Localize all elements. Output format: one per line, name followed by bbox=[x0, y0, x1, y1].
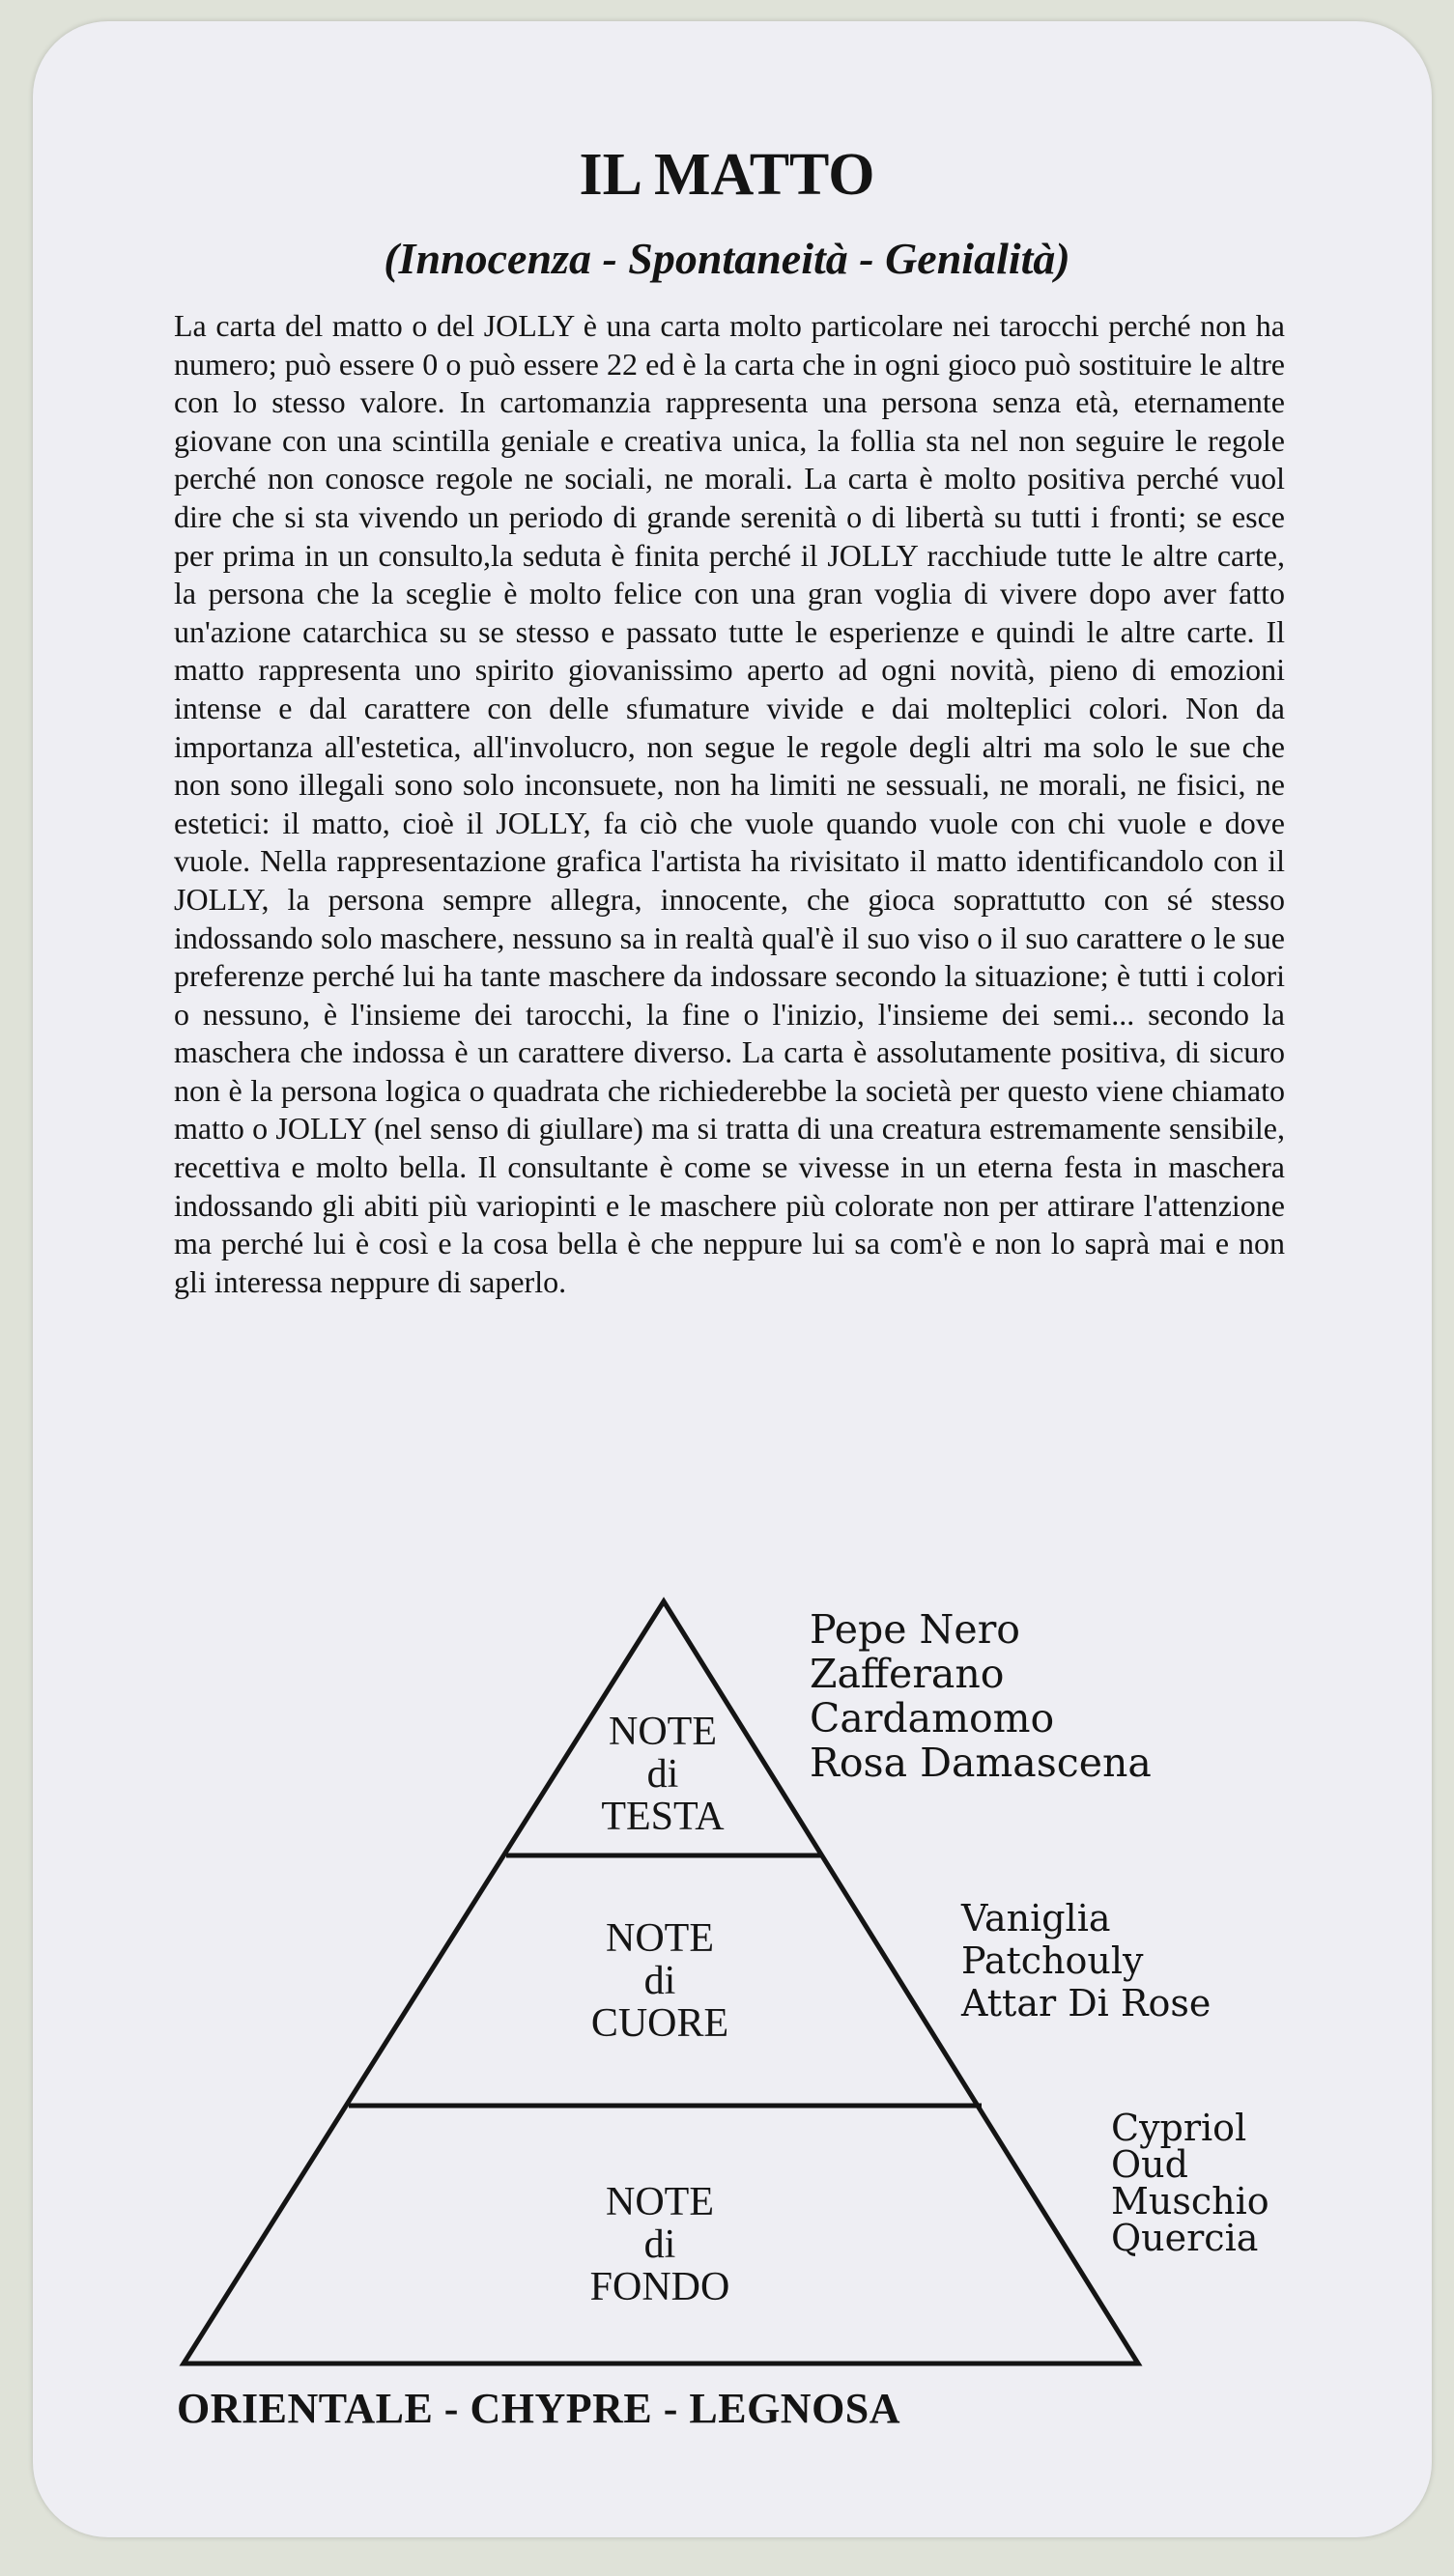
pyramid-middle-label bbox=[544, 1917, 776, 2045]
top-notes-list bbox=[810, 1607, 1152, 1785]
bottom-notes-list bbox=[1111, 2107, 1269, 2259]
middle-label-line1: NOTE bbox=[606, 1916, 714, 1961]
middle-label-line2: di bbox=[643, 1959, 676, 2003]
fragrance-family: ORIENTALE - CHYPRE - LEGNOSA bbox=[177, 2385, 901, 2432]
top-note-item: Pepe Nero bbox=[810, 1606, 1020, 1653]
bottom-note-item: Quercia bbox=[1111, 2217, 1259, 2259]
middle-note-item: Attar Di Rose bbox=[961, 1982, 1212, 2024]
middle-label-line3: CUORE bbox=[590, 2001, 729, 2046]
bottom-label-line2: di bbox=[643, 2222, 676, 2267]
top-label-line1: NOTE bbox=[609, 1710, 717, 1754]
card-subtitle: (Innocenza - Spontaneità - Genialità) bbox=[384, 234, 1070, 283]
bottom-label-line1: NOTE bbox=[606, 2180, 714, 2224]
top-note-item: Zafferano bbox=[810, 1651, 1005, 1697]
middle-note-item: Patchouly bbox=[961, 1939, 1144, 1982]
middle-note-item: Vaniglia bbox=[961, 1897, 1111, 1939]
top-note-item: Cardamomo bbox=[810, 1695, 1055, 1741]
bottom-note-item: Muschio bbox=[1111, 2180, 1269, 2222]
pyramid-bottom-label bbox=[544, 2181, 776, 2308]
card-title: IL MATTO bbox=[579, 142, 875, 208]
middle-notes-list bbox=[961, 1897, 1211, 2024]
card-description: La carta del matto o del JOLLY è una carta molto particolare nei tarocchi perché non ha numero; può essere 0 o può essere 22 ed è la carta che in ogni gioco può sostituire le altre con lo stesso valore. In cartomanzia rappresenta una persona senza età, eternamente giovane con una scintilla geniale e creativa unica, la follia sta nel non seguire le regole perché non conosce regole ne sociali, ne morali. La carta è molto positiva perché vuol dire che si sta vivendo un periodo di grande serenità o di libertà su tutti i fronti; se esce per prima in un consulto,la seduta è finita perché il JOLLY racchiude tutte le altre carte, la persona che la sceglie è molto felice con una gran voglia di vivere dopo aver fatto un'azione catarchica su se stesso e passato tutte le esperienze e quindi le altre carte. Il matto rappresenta uno spirito giovanissimo aperto ad ogni novità, pieno di emozioni intense e dal carattere con delle sfumature vivide e dai molteplici colori. Non da importanza all'estetica, all'involucro, non segue le regole degli altri ma solo le sue che non sono illegali sono solo inconsuete, non ha limiti ne sessuali, ne morali, ne fisici, ne estetici: il matto, cioè il JOLLY, fa ciò che vuole quando vuole con chi vuole e dove vuole. Nella rappresentazione grafica l'artista ha rivisitato il matto identificandolo con il JOLLY, la persona sempre allegra, innocente, che gioca soprattutto con sé stesso indossando solo maschere, nessuno sa in realtà qual'è il suo viso o il suo carattere o le sue preferenze perché lui ha tante maschere da indossare secondo la situazione; è tutti i colori o nessuno, è l'insieme dei tarocchi, la fine o l'inizio, l'insieme dei semi... secondo la maschera che indossa è un carattere diverso. La carta è assolutamente positiva, di sicuro non è la persona logica o quadrata che richiederebbe la società per questo viene chiamato matto o JOLLY (nel senso di giullare) ma si tratta di una creatura estremamente sensibile, recettiva e molto bella. Il consultante è come se vivesse in un eterna festa in maschera indossando gli abiti più variopinti e le maschere più colorate non per attirare l'attenzione ma perché lui è così e la cosa bella è che neppure lui sa com'è e non lo saprà mai e non gli interessa neppure di saperlo. bbox=[174, 308, 1285, 1299]
bottom-note-item: Cypriol bbox=[1111, 2107, 1247, 2149]
bottom-note-item: Oud bbox=[1111, 2143, 1188, 2186]
top-note-item: Rosa Damascena bbox=[810, 1740, 1152, 1786]
bottom-label-line3: FONDO bbox=[589, 2265, 730, 2309]
pyramid-top-label bbox=[547, 1711, 779, 1838]
top-label-line3: TESTA bbox=[601, 1795, 725, 1839]
top-label-line2: di bbox=[646, 1752, 679, 1797]
